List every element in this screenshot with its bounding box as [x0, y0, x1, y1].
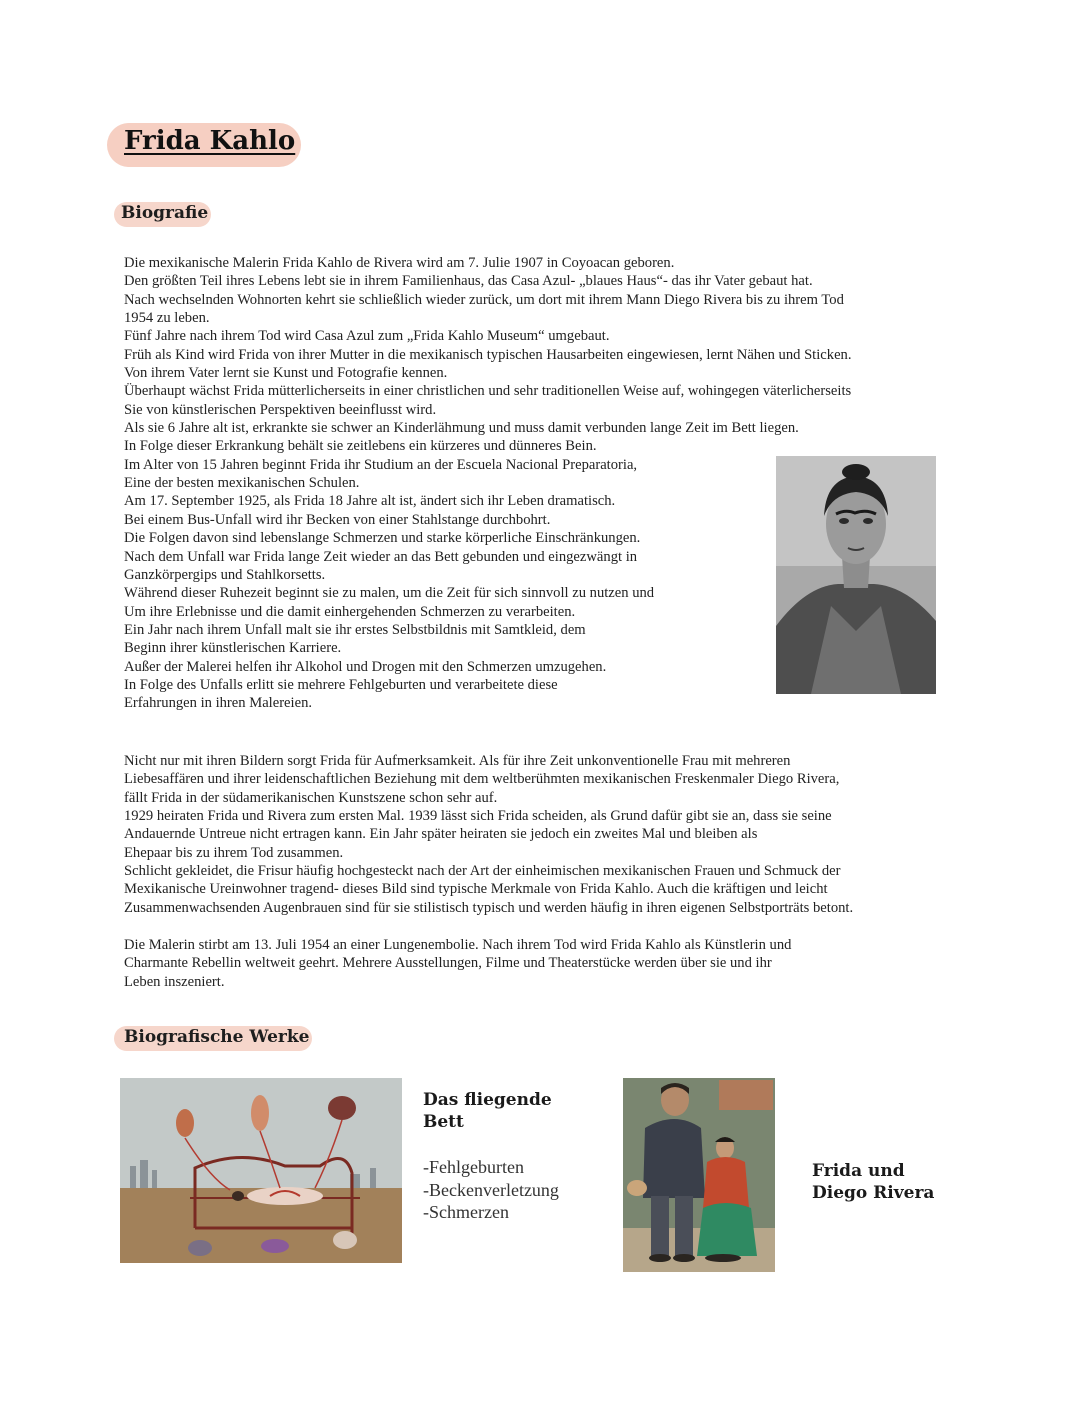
- portrait-photo: [776, 456, 936, 694]
- text-line: Die Folgen davon sind lebenslange Schmerzen und starke körperliche Einschränkungen.: [124, 530, 641, 547]
- painting-frida-and-diego: [623, 1078, 775, 1272]
- text-line: Andauernde Untreue nicht ertragen kann. Ein Jahr später heiraten sie jedoch ein zweites Mal und bleiben als: [124, 826, 758, 843]
- text-line: Erfahrungen in ihren Malereien.: [124, 695, 313, 712]
- painting-flying-bed: [120, 1078, 402, 1263]
- text-line: Am 17. September 1925, als Frida 18 Jahre alt ist, ändert sich ihr Leben dramatisch.: [124, 493, 616, 510]
- text-line: Außer der Malerei helfen ihr Alkohol und Drogen mit den Schmerzen umzugehen.: [124, 658, 607, 675]
- work-title-frida-and-diego: [812, 1160, 934, 1204]
- text-line: Die mexikanische Malerin Frida Kahlo de Rivera wird am 7. Julie 1907 in Coyoacan geboren.: [124, 255, 675, 271]
- text-line: Nach dem Unfall war Frida lange Zeit wieder an das Bett gebunden und eingezwängt in: [124, 548, 638, 565]
- text-line: Schlicht gekleidet, die Frisur häufig hochgesteckt nach der Art der einheimischen mexikanischen Frauen und Schmuck der: [124, 863, 841, 880]
- text-line: Früh als Kind wird Frida von ihrer Mutter in die mexikanisch typischen Hausarbeiten eingewiesen, lernt Nähen und Sticken.: [124, 346, 852, 363]
- text-line: Ein Jahr nach ihrem Unfall malt sie ihr erstes Selbstbildnis mit Samtkleid, dem: [124, 621, 586, 638]
- text-line: Ganzkörpergips und Stahlkorsetts.: [124, 566, 326, 583]
- text-line: Während dieser Ruhezeit beginnt sie zu malen, um die Zeit für sich sinnvoll zu nutzen und: [124, 585, 655, 602]
- text-line: Nach wechselnden Wohnorten kehrt sie schließlich wieder zurück, um dort mit ihrem Mann Diego Rivera bis zu ihrem Tod: [124, 291, 844, 308]
- section-heading-biografie: Biografie: [121, 203, 209, 223]
- painting-frida-and-diego-illustration: [623, 1078, 775, 1272]
- text-line: fällt Frida in der südamerikanischen Kunstszene schon sehr auf.: [124, 789, 498, 806]
- text-line: Mexikanische Ureinwohner tragend- dieses Bild sind typische Merkmale von Frida Kahlo. Auch die kräftigen und leicht: [124, 881, 828, 898]
- text-line: Den größten Teil ihres Lebens lebt sie in ihrem Familienhaus, das Casa Azul- „blaues Haus“- das ihr Vater gebaut hat.: [124, 273, 813, 290]
- biography-paragraph-2: [124, 752, 853, 917]
- work-title-line: Das fliegende: [423, 1090, 552, 1110]
- biography-paragraph-3: [124, 936, 791, 991]
- portrait-illustration: [776, 456, 936, 694]
- text-line: Überhaupt wächst Frida mütterlicherseits in einer christlichen und sehr traditionellen Weise auf, wohingegen väterlicherseits: [124, 383, 852, 400]
- text-line: Liebesaffären und ihrer leidenschaftlichen Beziehung mit dem weltberühmten mexikanischen Freskenmaler Diego Rivera,: [124, 771, 840, 788]
- work-title-line: Diego Rivera: [812, 1183, 935, 1203]
- painting-flying-bed-illustration: [120, 1078, 402, 1263]
- work-points-flying-bed: [423, 1156, 559, 1224]
- text-line: Beginn ihrer künstlerischen Karriere.: [124, 640, 342, 657]
- text-line: In Folge dieser Erkrankung behält sie zeitlebens ein kürzeres und dünneres Bein.: [124, 438, 597, 455]
- work-point: -Fehlgeburten: [423, 1157, 524, 1177]
- work-title-flying-bed: [423, 1089, 552, 1133]
- biography-paragraph-1: [124, 254, 852, 713]
- text-line: Eine der besten mexikanischen Schulen.: [124, 475, 360, 492]
- text-line: Charmante Rebellin weltweit geehrt. Mehrere Ausstellungen, Filme und Theaterstücke werden über sie und ihr: [124, 955, 772, 972]
- text-line: Leben inszeniert.: [124, 973, 225, 990]
- text-line: 1929 heiraten Frida und Rivera zum ersten Mal. 1939 lässt sich Frida scheiden, als Grund dafür gibt sie an, dass sie seine: [124, 808, 832, 825]
- work-point: -Schmerzen: [423, 1202, 509, 1222]
- text-line: Bei einem Bus-Unfall wird ihr Becken von einer Stahlstange durchbohrt.: [124, 511, 551, 528]
- text-line: Im Alter von 15 Jahren beginnt Frida ihr Studium an der Escuela Nacional Preparatoria,: [124, 456, 638, 473]
- text-line: 1954 zu leben.: [124, 310, 210, 327]
- text-line: Fünf Jahre nach ihrem Tod wird Casa Azul zum „Frida Kahlo Museum“ umgebaut.: [124, 328, 610, 345]
- work-title-line: Bett: [423, 1112, 464, 1132]
- text-line: In Folge des Unfalls erlitt sie mehrere Fehlgeburten und verarbeitete diese: [124, 676, 558, 693]
- page-title: Frida Kahlo: [124, 126, 296, 156]
- text-line: Zusammenwachsenden Augenbrauen sind für sie stilistisch typisch und werden häufig in ihren eigenen Selbstporträts betont.: [124, 899, 854, 916]
- text-line: Ehepaar bis zu ihrem Tod zusammen.: [124, 844, 344, 861]
- text-line: Die Malerin stirbt am 13. Juli 1954 an einer Lungenembolie. Nach ihrem Tod wird Frida Kahlo als Künstlerin und: [124, 937, 792, 953]
- text-line: Sie von künstlerischen Perspektiven beeinflusst wird.: [124, 401, 437, 418]
- text-line: Von ihrem Vater lernt sie Kunst und Fotografie kennen.: [124, 365, 448, 382]
- text-line: Als sie 6 Jahre alt ist, erkrankte sie schwer an Kinderlähmung und muss damit verbunden lange Zeit im Bett liegen.: [124, 420, 799, 437]
- work-title-line: Frida und: [812, 1161, 905, 1181]
- text-line: Um ihre Erlebnisse und die damit einhergehenden Schmerzen zu verarbeiten.: [124, 603, 576, 620]
- text-line: Nicht nur mit ihren Bildern sorgt Frida für Aufmerksamkeit. Als für ihre Zeit unkonventionelle Frau mit mehreren: [124, 753, 791, 769]
- work-point: -Beckenverletzung: [423, 1179, 559, 1200]
- section-heading-werke: Biografische Werke: [124, 1027, 310, 1047]
